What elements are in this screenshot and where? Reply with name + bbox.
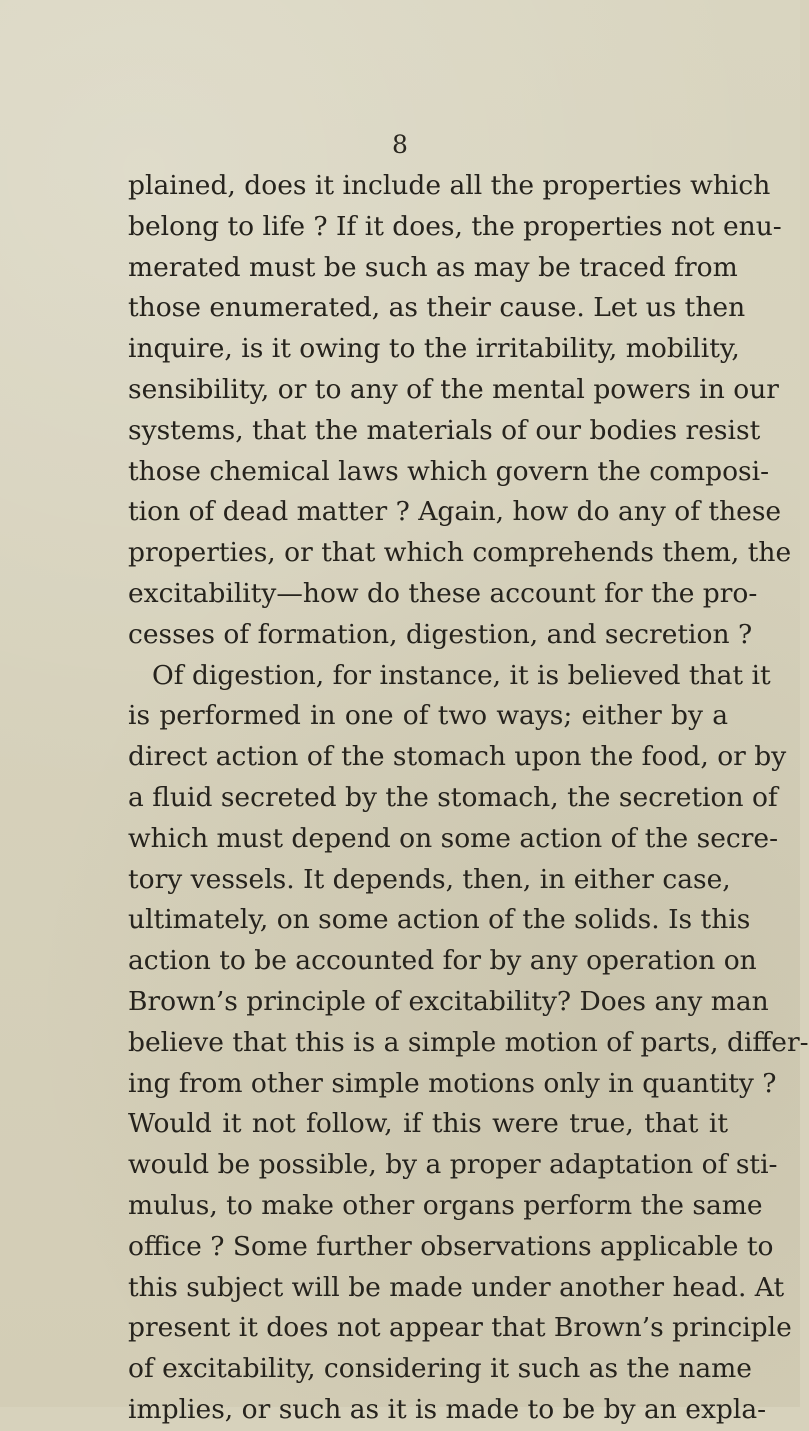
text-line: believe that this is a simple motion of parts, differ- <box>128 1026 809 1058</box>
text-line: plained, does it include all the properties which <box>128 170 771 201</box>
text-line: sensibility, or to any of the mental powers in our <box>128 373 779 405</box>
text-line: implies, or such as it is made to be by an expla- <box>128 1393 767 1425</box>
text-line: belong to life ? If it does, the properties not enu- <box>128 210 782 242</box>
text-line: tion of dead matter ? Again, how do any of these <box>128 496 782 528</box>
text-line: excitability—how do these account for the pro- <box>128 577 758 609</box>
text-line: tory vessels. It depends, then, in either case, <box>128 863 731 895</box>
text-line: those enumerated, as their cause. Let us then <box>128 292 746 324</box>
text-line: ultimately, on some action of the solids. Is this <box>128 904 751 936</box>
text-line: is performed in one of two ways; either by a <box>128 700 728 732</box>
text-line: systems, that the materials of our bodies resist <box>128 414 761 446</box>
page-number: 8 <box>392 130 408 159</box>
body-text <box>128 166 809 1431</box>
text-line: a fluid secreted by the stomach, the secretion of <box>128 781 778 813</box>
text-line: those chemical laws which govern the composi- <box>128 455 770 487</box>
text-line: present it does not appear that Brown’s principle <box>128 1312 792 1344</box>
text-line: action to be accounted for by any operation on <box>128 945 757 977</box>
text-line: which must depend on some action of the secre- <box>128 822 779 854</box>
text-line: ing from other simple motions only in quantity ? <box>128 1067 777 1099</box>
text-line: Brown’s principle of excitability? Does any man <box>128 985 769 1017</box>
text-line: Would it not follow, if this were true, that it <box>128 1108 728 1140</box>
paragraph-start-line: Of digestion, for instance, it is believed that it <box>152 659 771 691</box>
text-line: this subject will be made under another head. At <box>128 1271 785 1303</box>
text-line: office ? Some further observations applicable to <box>128 1230 774 1262</box>
text-line: would be possible, by a proper adaptation of sti- <box>128 1149 778 1181</box>
text-line: cesses of formation, digestion, and secretion ? <box>128 618 753 650</box>
text-line: inquire, is it owing to the irritability, mobility, <box>128 333 740 365</box>
text-line: merated must be such as may be traced from <box>128 251 738 283</box>
text-line: direct action of the stomach upon the food, or by <box>128 741 787 773</box>
text-line: of excitability, considering it such as the name <box>128 1353 752 1385</box>
text-line: mulus, to make other organs perform the same <box>128 1189 763 1221</box>
text-line: properties, or that which comprehends them, the <box>128 537 792 569</box>
